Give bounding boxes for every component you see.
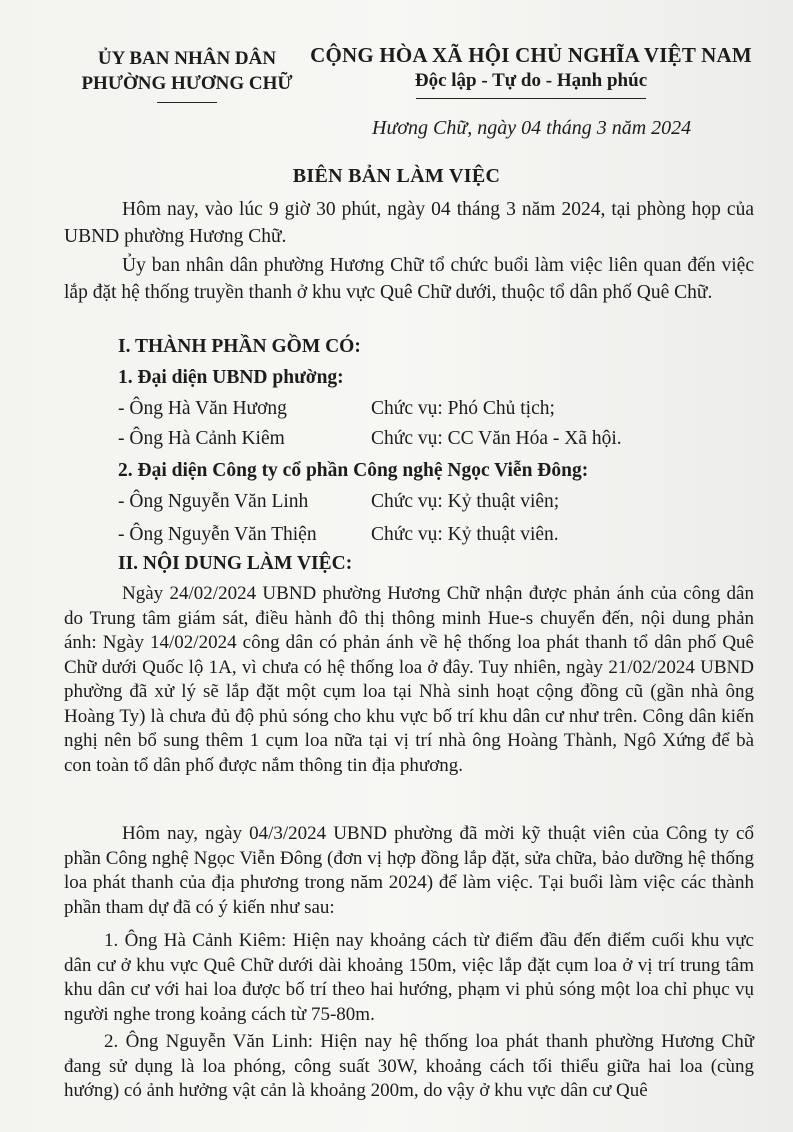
- intro-paragraph-2: Ủy ban nhân dân phường Hương Chữ tổ chức buổi làm việc liên quan đến việc lắp đặt hệ thống truyền thanh ở khu vực Quê Chữ dưới, thuộc tổ dân phố Quê Chữ.: [64, 255, 754, 303]
- member-role: Chức vụ: Kỷ thuật viên;: [371, 491, 560, 512]
- section-1-heading: I. THÀNH PHẦN GỒM CÓ:: [118, 336, 361, 357]
- motto-line: Độc lập - Tự do - Hạnh phúc: [414, 70, 648, 91]
- member-role: Chức vụ: CC Văn Hóa - Xã hội.: [371, 428, 622, 449]
- group-1-heading: 1. Đại diện UBND phường:: [118, 367, 344, 388]
- document-title: BIÊN BẢN LÀM VIỆC: [292, 165, 501, 187]
- member-row: [118, 428, 622, 450]
- national-motto: [296, 42, 766, 99]
- section-2-heading: II. NỘI DUNG LÀM VIỆC:: [118, 553, 353, 574]
- authority-line-1: ỦY BAN NHÂN DÂN: [97, 48, 277, 69]
- authority-line-2: PHƯỜNG HƯƠNG CHỮ: [81, 73, 293, 94]
- member-role: Chức vụ: Phó Chủ tịch;: [371, 398, 555, 419]
- opinion-item-1: 1. Ông Hà Cảnh Kiêm: Hiện nay khoảng cách từ điểm đầu đến điểm cuối khu vực dân cư ở khu vực Quê Chữ dưới dài khoảng 150m, việc lắp đặt cụm loa ở vị trí trung tâm khu dân cư với hai loa được bố trí theo hai hướng, phạm vi phủ sóng một loa chỉ phục vụ người nghe trong koảng cách từ 75-80m.: [64, 930, 754, 1025]
- group-2-heading: 2. Đại diện Công ty cổ phần Công nghệ Ngọc Viễn Đông:: [118, 460, 589, 481]
- member-name: - Ông Hà Văn Hương: [118, 398, 287, 419]
- issuing-authority: [62, 46, 312, 103]
- member-name: - Ông Nguyễn Văn Linh: [118, 491, 309, 512]
- opinion-item-2: 2. Ông Nguyễn Văn Linh: Hiện nay hệ thống loa phát thanh phường Hương Chữ đang sử dụng là loa phóng, công suất 30W, khoảng cách tối thiểu giữa hai loa (cùng hướng) có ảnh hưởng vật cản là khoảng 200m, do vậy ở khu vực dân cư Quê: [64, 1031, 754, 1101]
- intro-paragraph-1: Hôm nay, vào lúc 9 giờ 30 phút, ngày 04 tháng 3 năm 2024, tại phòng họp của UBND phường Hương Chữ.: [64, 199, 754, 247]
- authority-underline: [157, 102, 217, 103]
- content-paragraph-2: Hôm nay, ngày 04/3/2024 UBND phường đã mời kỹ thuật viên của Công ty cổ phần Công nghệ Ngọc Viễn Đông (đơn vị hợp đồng lắp đặt, sửa chữa, bảo dưỡng hệ thống loa phát thanh của địa phương trong năm 2024) để làm việc. Tại buổi làm việc các thành phần tham dự đã có ý kiến như sau:: [64, 823, 754, 918]
- motto-underline: [416, 98, 646, 99]
- member-row: [118, 491, 560, 513]
- member-name: - Ông Nguyễn Văn Thiện: [118, 524, 317, 545]
- nation-name: CỘNG HÒA XÃ HỘI CHỦ NGHĨA VIỆT NAM: [310, 43, 752, 67]
- place-date: Hương Chữ, ngày 04 tháng 3 năm 2024: [372, 117, 692, 139]
- member-role: Chức vụ: Kỷ thuật viên.: [371, 524, 559, 545]
- member-row: [118, 398, 555, 420]
- member-row: [118, 524, 559, 546]
- member-name: - Ông Hà Cảnh Kiêm: [118, 428, 285, 449]
- content-paragraph-1: Ngày 24/02/2024 UBND phường Hương Chữ nhận được phản ánh của công dân do Trung tâm giám sát, điều hành đô thị thông minh Hue-s chuyển đến, nội dung phản ánh: Ngày 14/02/2024 công dân có phản ánh về hệ thống loa phát thanh tổ dân phố Quê Chữ dưới Quốc lộ 1A, vì chưa có hệ thống loa ở đây. Tuy nhiên, ngày 21/02/2024 UBND phường đã xử lý sẽ lắp đặt một cụm loa tại Nhà sinh hoạt cộng đồng cũ (gần nhà ông Hoàng Ty) là chưa đủ độ phủ sóng cho khu vực bố trí khu dân cư như trên. Công dân kiến nghị nên bổ sung thêm 1 cụm loa nữa tại vị trí nhà ông Hoàng Thành, Ngô Xứng để bà con toàn tổ dân phố được nắm thông tin địa phương.: [64, 583, 754, 776]
